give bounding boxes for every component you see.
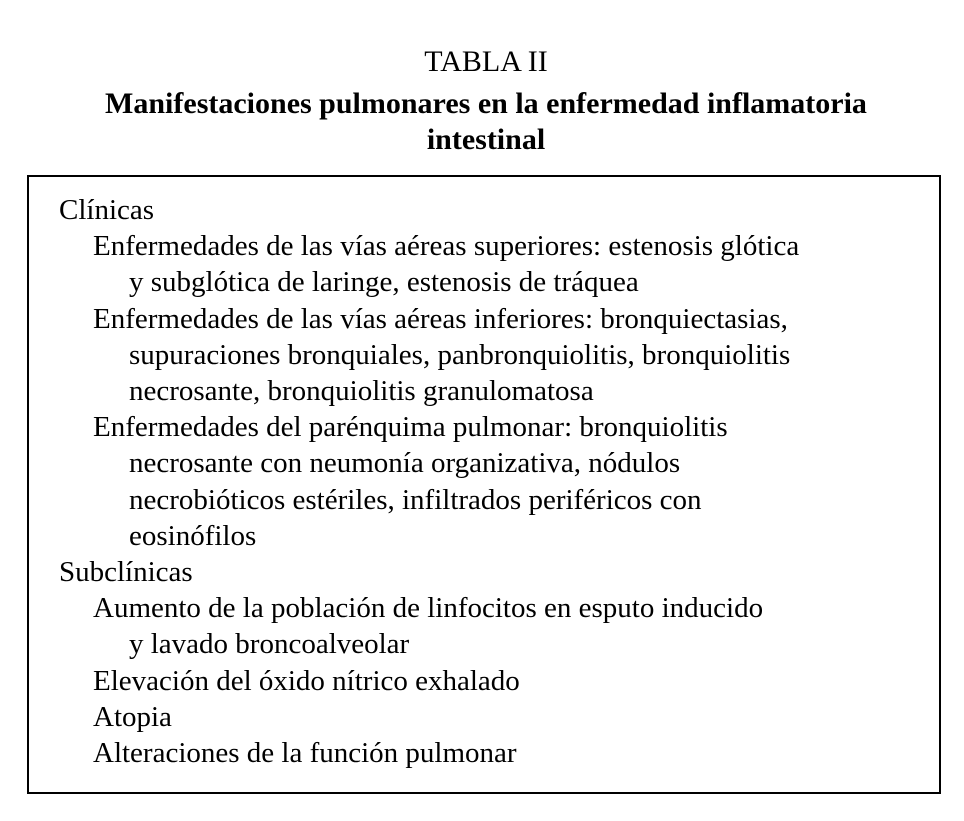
list-item	[59, 699, 929, 735]
section-heading-subclinicas: Subclínicas	[59, 556, 193, 589]
list-item	[59, 663, 929, 699]
table-title-line: intestinal	[426, 123, 546, 156]
item-line: necrosante con neumonía organizativa, nódulos	[129, 447, 681, 480]
item-line: Elevación del óxido nítrico exhalado	[93, 664, 520, 697]
item-line: y subglótica de laringe, estenosis de tráquea	[129, 266, 639, 299]
item-line: Enfermedades del parénquima pulmonar: bronquiolitis	[93, 411, 728, 444]
item-line: Aumento de la población de linfocitos en esputo inducido	[93, 592, 764, 625]
item-line: Alteraciones de la función pulmonar	[93, 737, 517, 770]
table-content	[59, 192, 929, 771]
item-line: supuraciones bronquiales, panbronquiolitis, bronquiolitis	[129, 338, 791, 371]
section-heading-clinicas: Clínicas	[59, 194, 155, 226]
table-label: TABLA II	[424, 45, 548, 78]
list-item	[59, 409, 929, 554]
item-line: Enfermedades de las vías aéreas inferiores: bronquiectasias,	[93, 302, 788, 335]
list-item	[59, 228, 929, 300]
item-line: necrobióticos estériles, infiltrados periféricos con	[129, 483, 702, 516]
list-item	[59, 301, 929, 410]
item-line: Atopia	[93, 700, 172, 733]
table-title-line: Manifestaciones pulmonares en la enfermedad inflamatoria	[105, 87, 867, 120]
item-line: necrosante, bronquiolitis granulomatosa	[129, 375, 594, 408]
item-line: Enfermedades de las vías aéreas superiores: estenosis glótica	[93, 230, 800, 263]
item-line: y lavado broncoalveolar	[129, 628, 410, 661]
table-title	[20, 86, 952, 158]
item-line: eosinófilos	[129, 519, 257, 552]
list-item	[59, 590, 929, 662]
list-item	[59, 735, 929, 771]
table-box	[27, 175, 941, 794]
